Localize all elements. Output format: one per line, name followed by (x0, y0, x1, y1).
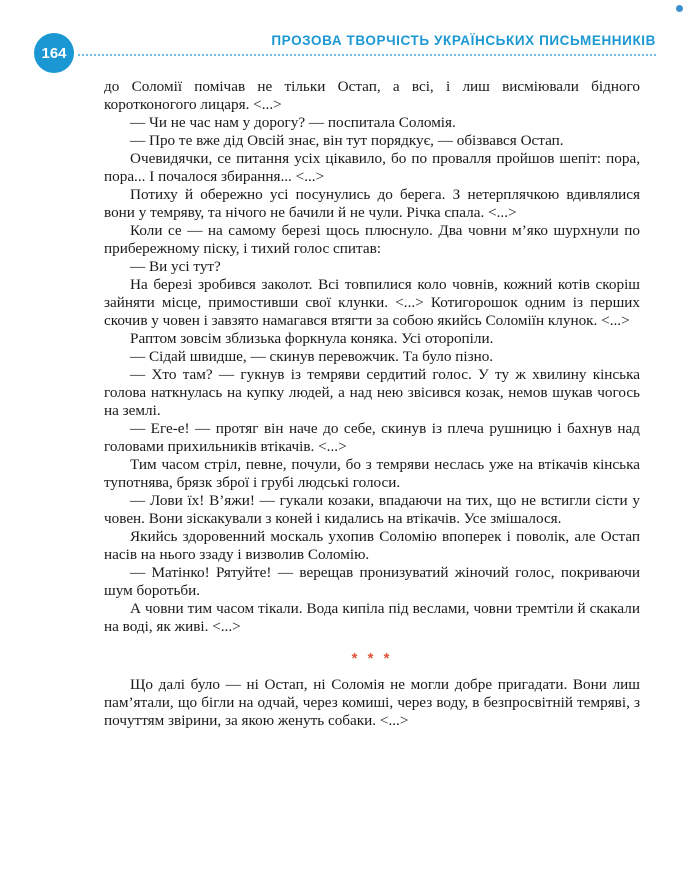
paragraph: Очевидячки, се питання усіх цікавило, бо по провалля пройшов шепіт: пора, пора... І почалося збирання... <...> (104, 150, 640, 185)
publisher-logo-icon (676, 3, 696, 13)
running-header-title: ПРОЗОВА ТВОРЧІСТЬ УКРАЇНСЬКИХ ПИСЬМЕННИКІВ (271, 33, 656, 48)
paragraph: — Матінко! Рятуйте! — верещав пронизуватий жіночий голос, покриваючи шум боротьби. (104, 564, 640, 599)
logo-dot-icon (676, 5, 683, 12)
paragraph: Коли се — на самому березі щось плюснуло. Два човни м’яко шурхнули по прибережному піску, і тихий голос спитав: (104, 222, 640, 257)
paragraph-group-main (104, 78, 640, 636)
paragraph: На березі зробився заколот. Всі товпилися коло човнів, кожний котів скоріш зайняти місце, примостивши свої клунки. <...> Котигорошок одним із перших скочив у човен і завзято намагався втягти за собою якийсь Соломіїн клунок. <...> (104, 276, 640, 329)
paragraph: Тим часом стріл, певне, почули, бо з темряви неслась уже на втікачів кінська тупотнява, брязк зброї і грубі людські голоси. (104, 456, 640, 491)
paragraph: — Ви усі тут? (130, 258, 221, 275)
paragraph: Що далі було — ні Остап, ні Соломія не могли добре пригадати. Вони лиш пам’ятали, що бігли на одчай, через комиші, через воду, в безпросвітній темряві, з почуттям звірини, за якою женуть собаки. <...> (104, 676, 640, 729)
paragraph: — Сідай швидше, — скинув перевожчик. Та було пізно. (130, 348, 494, 365)
paragraph: Раптом зовсім зблизька форкнула коняка. Усі оторопіли. (130, 330, 494, 347)
paragraph: — Хто там? — гукнув із темряви сердитий голос. У ту ж хвилину кінська голова наткнулась на купку людей, а над нею звісився козак, немов шукав чогось на землі. (104, 366, 640, 419)
paragraph: — Лови їх! В’яжи! — гукали козаки, впадаючи на тих, що не встигли сісти у човен. Вони зіскакували з коней і кидались на втікачів. Усе змішалося. (104, 492, 640, 527)
body-text (104, 78, 640, 730)
paragraph: до Соломії помічав не тільки Остап, а всі, і лиш висміювали бідного коротконогого лицаря. <...> (104, 78, 640, 113)
header-dotted-rule (78, 54, 656, 56)
paragraph: Потиху й обережно усі посунулись до берега. З нетерплячкою вдивлялися вони у темряву, та нічого не бачили й не чули. Річка спала. <...> (104, 186, 640, 221)
paragraph: — Еге-е! — протяг він наче до себе, скинув із плеча рушницю і бахнув над головами прихильників втікачів. <...> (104, 420, 640, 455)
paragraph: Якийсь здоровенний москаль ухопив Соломію впоперек і поволік, але Остап насів на нього ззаду і визволив Соломію. (104, 528, 640, 563)
section-separator: * * * (351, 650, 393, 667)
page-number-badge: 164 (34, 33, 74, 73)
paragraph-group-after (104, 676, 640, 730)
paragraph: — Чи не час нам у дорогу? — поспитала Соломія. (130, 114, 456, 131)
paragraph: А човни тим часом тікали. Вода кипіла під веслами, човни тремтіли й скакали на воді, як живі. <...> (104, 600, 640, 635)
paragraph: — Про те вже дід Овсій знає, він тут порядкує, — обізвався Остап. (130, 132, 564, 149)
